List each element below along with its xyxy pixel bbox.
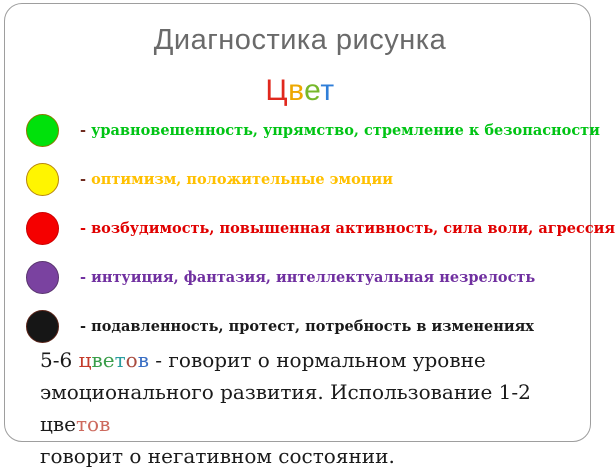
subtitle-color-word	[0, 74, 600, 108]
color-row-text	[80, 220, 615, 237]
footer-colored-letter: е	[102, 348, 115, 372]
footer-text-segment: эмоционального развития. Использование 1-2 цве	[40, 380, 531, 436]
dash: -	[80, 220, 92, 237]
yellow-circle-icon	[26, 163, 59, 196]
color-row-text	[80, 318, 534, 335]
subtitle-letter: т	[320, 74, 335, 107]
color-row-text	[80, 171, 393, 188]
footer-text-segment: 5-6	[40, 348, 79, 372]
color-meaning-text: уравновешенность, упрямство, стремление к безопасности	[91, 122, 600, 139]
footer-colored-letter: о	[125, 348, 138, 372]
color-row-green	[26, 106, 600, 155]
color-row-text	[80, 122, 600, 139]
color-row-text	[80, 269, 535, 286]
color-row-yellow	[26, 155, 594, 204]
color-legend	[26, 106, 615, 351]
footer-colored-letter: в	[137, 348, 149, 372]
dash: -	[80, 269, 92, 286]
footer-colored-letter: ц	[78, 348, 92, 372]
footer-paragraph	[40, 344, 580, 472]
color-meaning-text: подавленность, протест, потребность в изменениях	[91, 318, 534, 335]
slide-title: Диагностика рисунка	[153, 24, 447, 56]
dash: -	[80, 171, 92, 188]
dash: -	[80, 318, 92, 335]
subtitle-letter: Ц	[265, 74, 289, 107]
red-circle-icon	[26, 212, 59, 245]
color-meaning-text: оптимизм, положительные эмоции	[91, 171, 393, 188]
color-meaning-text: интуиция, фантазия, интеллектуальная незрелость	[91, 269, 536, 286]
footer-colored-letter: в	[91, 348, 103, 372]
subtitle-letter: в	[288, 74, 305, 107]
color-row-red	[26, 204, 615, 253]
color-row-purple	[26, 253, 594, 302]
footer-text-segment: - говорит о нормальном уровне	[148, 348, 486, 372]
dash: -	[80, 122, 92, 139]
subtitle-letter: е	[304, 74, 321, 107]
footer-text-segment: говорит о негативном состоянии.	[40, 444, 395, 468]
color-meaning-text: возбудимость, повышенная активность, сила воли, агрессия	[91, 220, 615, 237]
purple-circle-icon	[26, 261, 59, 294]
black-circle-icon	[26, 310, 59, 343]
green-circle-icon	[26, 114, 59, 147]
footer-text-segment: тов	[75, 412, 111, 436]
footer-colored-letter: т	[114, 348, 126, 372]
